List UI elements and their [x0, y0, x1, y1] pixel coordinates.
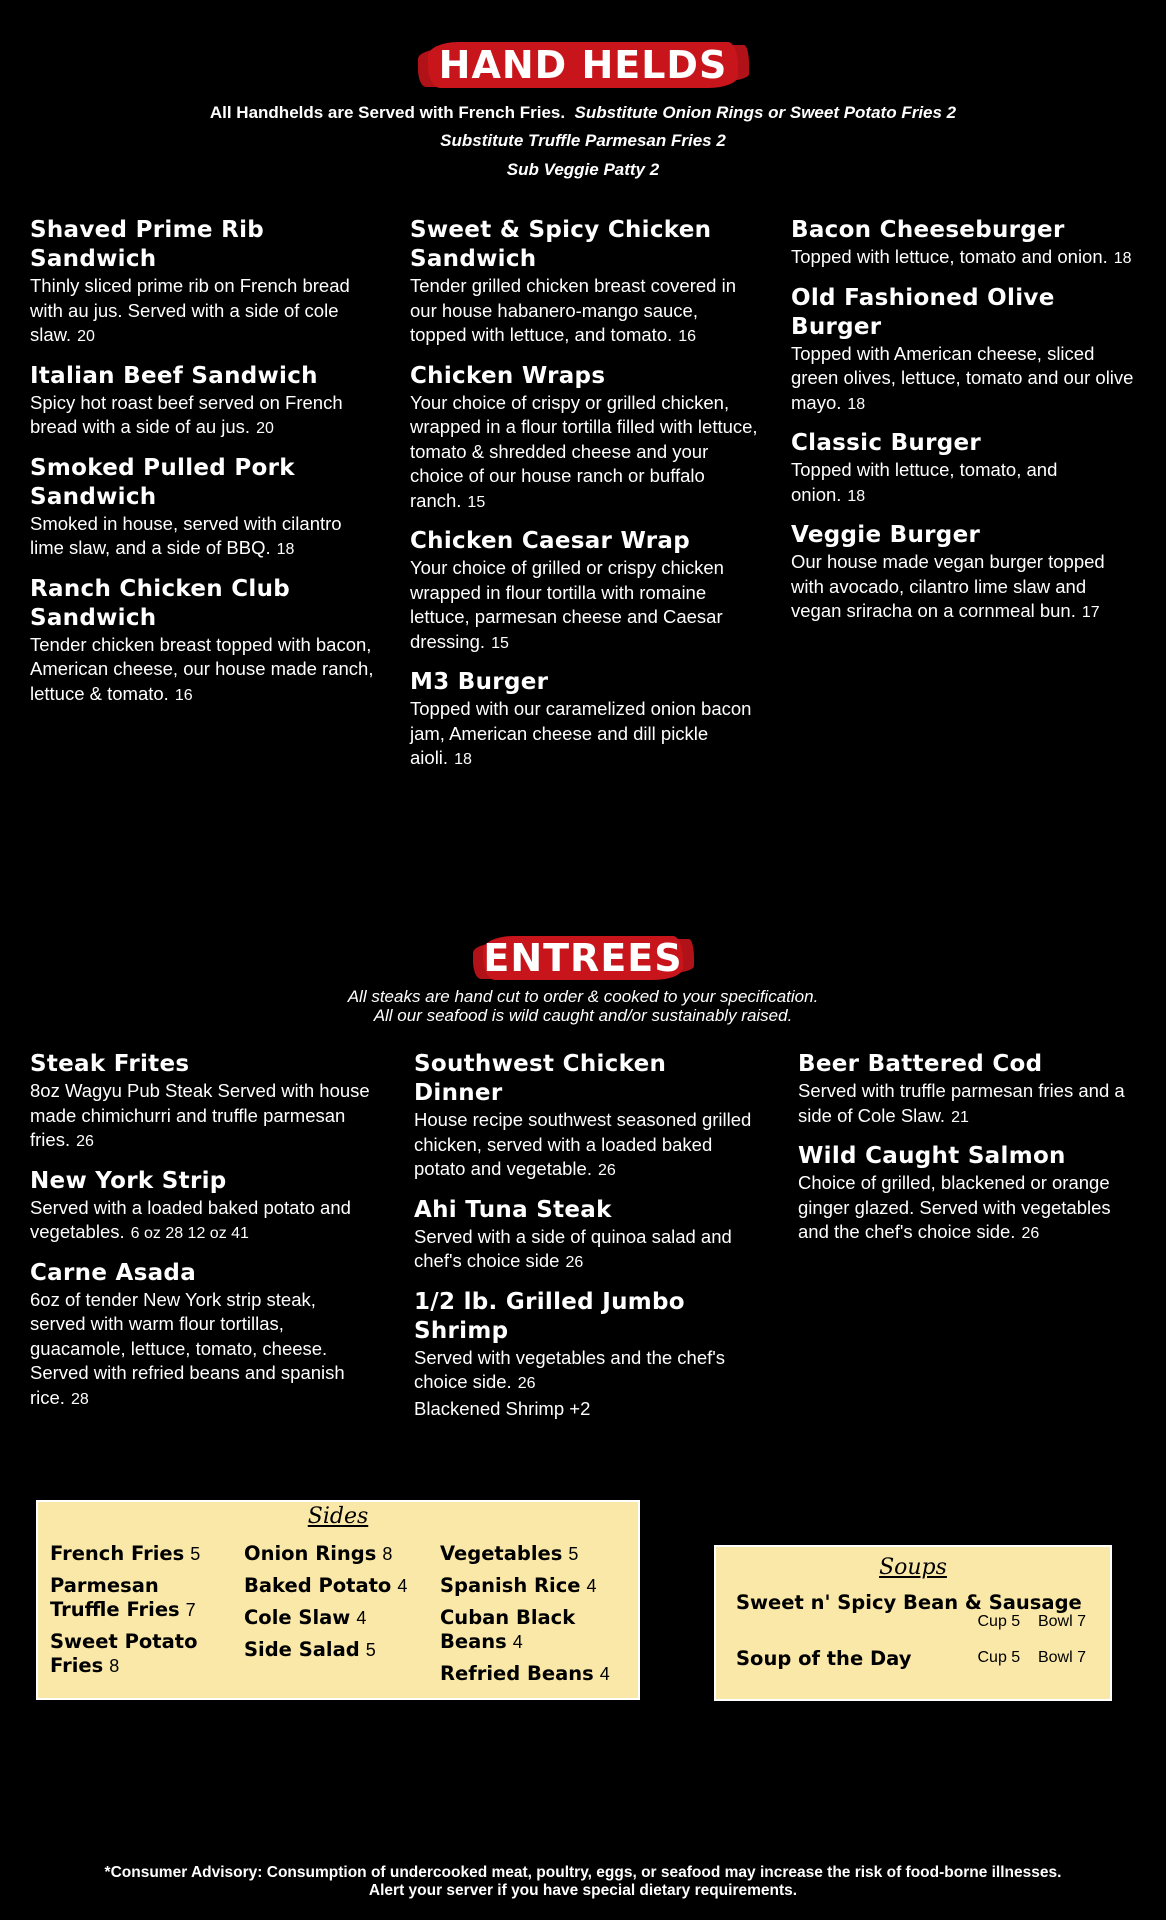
handhelds-column-3	[791, 216, 1136, 638]
menu-item	[791, 284, 1136, 418]
menu-item-description-text: Served with vegetables and the chef's choice side.	[414, 1346, 726, 1392]
advisory-line-1: *Consumer Advisory: Consumption of undercooked meat, poultry, eggs, or seafood may increase the risk of food-borne illnesses.	[104, 1864, 1062, 1881]
soup-name: Soup of the Day	[736, 1647, 912, 1670]
menu-item-description	[791, 458, 1136, 509]
menu-item-name: Classic Burger	[791, 430, 982, 456]
soup-bowl-price: Bowl 7	[1037, 1649, 1086, 1666]
menu-item-description	[30, 391, 375, 442]
menu-item	[30, 1167, 375, 1247]
menu-item	[410, 527, 758, 656]
menu-item-price: 15	[467, 493, 486, 511]
menu-item-description	[30, 1079, 375, 1155]
side-item-price: 8	[382, 1544, 393, 1564]
menu-item-price: 26	[597, 1162, 616, 1179]
soup-item	[736, 1591, 1086, 1630]
menu-item-description	[30, 512, 375, 563]
menu-item	[30, 454, 375, 563]
side-item	[244, 1542, 434, 1566]
side-item-price: 8	[109, 1656, 120, 1676]
menu-item-price: 28	[70, 1390, 89, 1408]
sides-column-3	[440, 1542, 635, 1694]
side-item-name: Refried Beans	[440, 1662, 594, 1685]
menu-item-name: Shaved Prime Rib Sandwich	[30, 217, 265, 272]
handhelds-title: HAND HELDS	[428, 42, 738, 88]
side-item-price: 5	[365, 1640, 376, 1660]
side-item	[50, 1542, 230, 1566]
menu-item	[791, 521, 1136, 626]
menu-item-name: Ranch Chicken Club Sandwich	[30, 575, 291, 631]
menu-item-name: Beer Battered Cod	[798, 1051, 1043, 1077]
menu-item-description	[30, 1196, 375, 1247]
sides-title: Sides	[307, 1504, 369, 1529]
menu-item	[414, 1288, 759, 1422]
menu-item-description-text: 8oz Wagyu Pub Steak Served with house made chimichurri and truffle parmesan fries.	[30, 1080, 370, 1150]
menu-item-name: 1/2 lb. Grilled Jumbo Shrimp	[414, 1288, 685, 1344]
menu-item-name: Old Fashioned Olive Burger	[791, 284, 1055, 340]
menu-item-description	[414, 1108, 759, 1184]
entrees-note-2: All our seafood is wild caught and/or sustainably raised.	[373, 1006, 793, 1025]
menu-item-description	[410, 556, 758, 656]
menu-item-description	[414, 1346, 759, 1397]
side-item-price: 5	[568, 1544, 579, 1564]
menu-item-name: Smoked Pulled Pork Sandwich	[30, 454, 295, 510]
entrees-note-1: All steaks are hand cut to order & cooked to your specification.	[347, 987, 819, 1006]
side-item	[50, 1574, 230, 1622]
side-item-name: Spanish Rice	[440, 1574, 581, 1597]
menu-item-description-text: Smoked in house, served with cilantro lime slaw, and a side of BBQ.	[30, 512, 342, 558]
menu-item-price: 20	[77, 328, 95, 345]
menu-item-description-text: Thinly sliced prime rib on French bread with au jus. Served with a side of cole slaw.	[30, 275, 350, 345]
side-item-price: 4	[599, 1664, 610, 1684]
side-item-price: 4	[512, 1632, 523, 1652]
menu-item-description-text: Served with a side of quinoa salad and chef's choice side	[414, 1225, 732, 1271]
handhelds-note-italic: Substitute Onion Rings or Sweet Potato Fries 2	[574, 103, 957, 122]
menu-item-description	[414, 1225, 759, 1276]
menu-item-price: 18	[454, 751, 472, 768]
menu-item-name: Chicken Caesar Wrap	[410, 528, 690, 554]
menu-item-description-text: Served with truffle parmesan fries and a side of Cole Slaw.	[798, 1080, 1125, 1126]
side-item-price: 4	[586, 1576, 597, 1596]
sides-column-1	[50, 1542, 230, 1686]
menu-item-description-text: Topped with our caramelized onion bacon jam, American cheese and dill pickle aioli.	[410, 698, 752, 768]
menu-item-description-text: Your choice of grilled or crispy chicken wrapped in flour tortilla with romaine lettuce, parmesan cheese and Caesar dressing.	[410, 557, 724, 652]
side-item-price: 4	[356, 1608, 367, 1628]
menu-item-description-text: Tender grilled chicken breast covered in our house habanero-mango sauce, topped with lettuce, and tomato.	[410, 275, 736, 345]
side-item-name: Onion Rings	[244, 1542, 377, 1565]
menu-item-description	[791, 245, 1136, 272]
side-item-name: French Fries	[50, 1542, 185, 1565]
menu-item-description	[30, 633, 375, 709]
handhelds-column-1	[30, 216, 375, 720]
menu-item-description	[791, 550, 1136, 626]
side-item	[50, 1630, 230, 1678]
soup-name: Sweet n' Spicy Bean & Sausage	[736, 1591, 1082, 1614]
menu-item-description	[798, 1171, 1143, 1247]
menu-item-name: Italian Beef Sandwich	[30, 362, 318, 389]
menu-item-description-text: Served with a loaded baked potato and vegetables.	[30, 1196, 351, 1242]
menu-item-description-text: 6oz of tender New York strip steak, served with warm flour tortillas, guacamole, lettuce, tomato, cheese. Served with refried beans and spanish rice.	[30, 1288, 345, 1408]
menu-item-price: 20	[256, 420, 274, 437]
side-item-name: Cuban Black Beans	[440, 1606, 576, 1653]
handhelds-note-2: Substitute Truffle Parmesan Fries 2	[440, 131, 726, 150]
handhelds-note-3: Sub Veggie Patty 2	[506, 160, 660, 179]
menu-item-description-text: Topped with American cheese, sliced green olives, lettuce, tomato and our olive mayo.	[791, 342, 1134, 413]
menu-item-description	[410, 391, 758, 516]
menu-item-description	[798, 1079, 1143, 1130]
menu-item-name: Chicken Wraps	[410, 362, 606, 389]
menu-item-price: 17	[1081, 604, 1100, 621]
side-item-name: Parmesan Truffle Fries	[50, 1574, 180, 1621]
menu-item	[791, 216, 1136, 272]
menu-item-description-text: Spicy hot roast beef served on French bread with a side of au jus.	[30, 391, 343, 437]
menu-item-price: 18	[1113, 250, 1132, 267]
entrees-column-3	[798, 1050, 1143, 1259]
menu-item-name: Carne Asada	[30, 1259, 197, 1286]
entrees-column-1	[30, 1050, 375, 1424]
menu-item	[30, 1050, 375, 1155]
side-item-price: 7	[185, 1600, 196, 1620]
menu-item-price: 26	[1021, 1225, 1040, 1242]
menu-item	[414, 1050, 759, 1184]
menu-item	[414, 1196, 759, 1276]
menu-item-description-text: Your choice of crispy or grilled chicken, wrapped in a flour tortilla filled with lettuce, tomato & shredded cheese and your choice of our house ranch or buffalo ranch.	[410, 391, 758, 511]
menu-item-description-text: House recipe southwest seasoned grilled chicken, served with a loaded baked potato and vegetable.	[414, 1109, 752, 1179]
side-item-name: Sweet Potato Fries	[50, 1630, 198, 1677]
menu-item	[30, 216, 375, 350]
menu-item-name: Ahi Tuna Steak	[414, 1196, 612, 1223]
handhelds-note-1	[0, 103, 1166, 123]
menu-item-description	[30, 1288, 375, 1413]
menu-item-description-text: Our house made vegan burger topped with avocado, cilantro lime slaw and vegan sriracha on a cornmeal bun.	[791, 551, 1105, 621]
menu-item-description-text: Topped with lettuce, tomato and onion.	[791, 246, 1108, 267]
menu-item	[30, 362, 375, 442]
menu-item	[798, 1050, 1143, 1130]
side-item	[244, 1606, 434, 1630]
menu-item-description	[791, 342, 1136, 418]
menu-item	[30, 575, 375, 709]
handhelds-column-2	[410, 216, 758, 785]
side-item	[440, 1574, 635, 1598]
side-item-name: Side Salad	[244, 1638, 360, 1661]
sides-column-2	[244, 1542, 434, 1670]
menu-item-name: Sweet & Spicy Chicken Sandwich	[410, 217, 712, 272]
menu-item-description-text: Choice of grilled, blackened or orange ginger glazed. Served with vegetables and the chef's choice side.	[798, 1172, 1111, 1242]
menu-item-name: Bacon Cheeseburger	[791, 217, 1065, 243]
side-item	[244, 1574, 434, 1598]
menu-item-price: 21	[951, 1108, 969, 1126]
soup-cup-price: Cup 5	[977, 1613, 1021, 1630]
soup-item	[736, 1647, 1086, 1670]
menu-item-name: Wild Caught Salmon	[798, 1143, 1066, 1169]
soup-bowl-price: Bowl 7	[1037, 1613, 1086, 1630]
menu-item	[410, 362, 758, 516]
menu-item	[410, 216, 758, 350]
menu-item-price: 16	[174, 686, 193, 704]
menu-item-price: 26	[517, 1375, 536, 1392]
menu-item-price: 6 oz 28 12 oz 41	[130, 1225, 249, 1242]
side-item-name: Baked Potato	[244, 1574, 392, 1597]
soup-prices	[977, 1613, 1086, 1631]
menu-item-price: 18	[276, 541, 295, 558]
entrees-title: ENTREES	[483, 936, 683, 980]
menu-item-price: 15	[491, 634, 509, 652]
menu-item-name: New York Strip	[30, 1167, 227, 1194]
side-item-name: Cole Slaw	[244, 1606, 351, 1629]
handhelds-note-plain: All Handhelds are Served with French Fries.	[209, 103, 566, 122]
menu-item-description	[410, 274, 758, 350]
menu-item-description-text: Topped with lettuce, tomato, and onion.	[791, 459, 1058, 505]
menu-item-description	[410, 697, 758, 773]
side-item-price: 5	[190, 1544, 201, 1564]
entrees-column-2	[414, 1050, 759, 1433]
menu-item-description-text: Tender chicken breast topped with bacon, American cheese, our house made ranch, lettuce & tomato.	[30, 633, 374, 704]
soups-title: Soups	[879, 1555, 947, 1580]
menu-item-addon: Blackened Shrimp +2	[414, 1397, 591, 1419]
side-item-name: Vegetables	[440, 1542, 563, 1565]
side-item-price: 4	[397, 1576, 408, 1596]
advisory-line-2: Alert your server if you have special dietary requirements.	[368, 1882, 798, 1899]
menu-item-price: 26	[565, 1254, 584, 1271]
side-item	[440, 1662, 635, 1686]
soup-cup-price: Cup 5	[977, 1649, 1021, 1666]
menu-item-price: 18	[847, 487, 866, 505]
menu-item	[410, 668, 758, 773]
soups-box	[714, 1545, 1112, 1701]
menu-item-price: 16	[678, 328, 697, 345]
menu-item-description	[30, 274, 375, 350]
sides-box	[36, 1500, 640, 1700]
menu-item-name: Southwest Chicken Dinner	[414, 1051, 667, 1106]
side-item	[440, 1542, 635, 1566]
menu-item-name: M3 Burger	[410, 669, 549, 695]
side-item	[440, 1606, 635, 1654]
consumer-advisory	[0, 1864, 1166, 1900]
menu-item-price: 26	[76, 1133, 94, 1150]
menu-item	[798, 1142, 1143, 1247]
menu-item-name: Veggie Burger	[791, 522, 981, 548]
menu-item	[791, 429, 1136, 509]
menu-item-name: Steak Frites	[30, 1051, 190, 1077]
menu-item-price: 18	[847, 395, 866, 413]
menu-item	[30, 1259, 375, 1413]
soup-prices	[977, 1649, 1086, 1667]
side-item	[244, 1638, 434, 1662]
